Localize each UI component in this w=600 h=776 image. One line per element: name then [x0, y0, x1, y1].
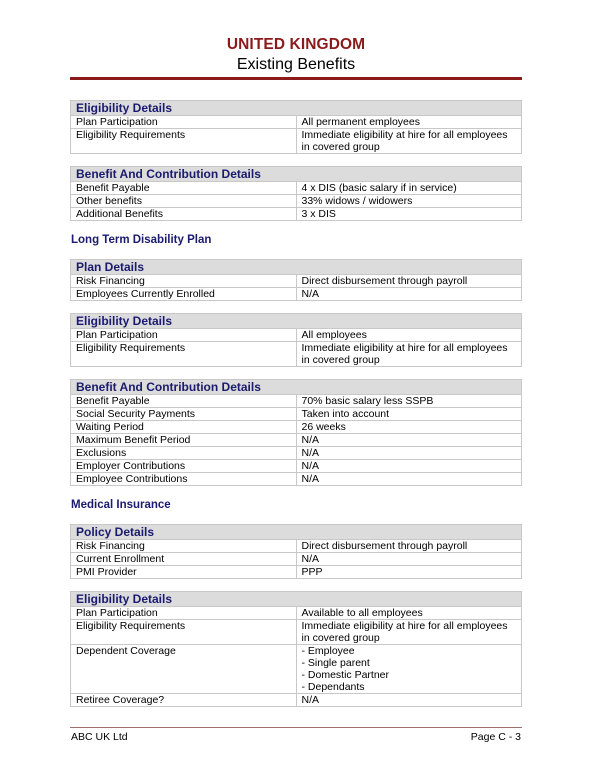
table-row [71, 275, 522, 288]
row-label: Employer Contributions [71, 460, 297, 473]
row-label: Retiree Coverage? [71, 694, 297, 707]
row-value: Immediate eligibility at hire for all employees in covered group [296, 620, 522, 645]
table-title: Benefit And Contribution Details [71, 380, 522, 395]
table-title: Eligibility Details [71, 314, 522, 329]
row-value: Immediate eligibility at hire for all employees in covered group [296, 342, 522, 367]
table-row [71, 129, 522, 154]
row-label: Benefit Payable [71, 395, 297, 408]
table-row [71, 408, 522, 421]
row-label: Employees Currently Enrolled [71, 288, 297, 301]
row-value: N/A [296, 694, 522, 707]
footer-page-number: Page C - 3 [470, 731, 521, 743]
list-item: - Domestic Partner [301, 669, 390, 681]
row-label: Dependent Coverage [71, 645, 297, 694]
table-row [71, 607, 522, 620]
row-label: Social Security Payments [71, 408, 297, 421]
row-label: Risk Financing [71, 275, 297, 288]
row-value-list [296, 645, 522, 694]
row-value: Immediate eligibility at hire for all employees in covered group [296, 129, 522, 154]
row-value: N/A [296, 473, 522, 486]
row-label: Eligibility Requirements [71, 342, 297, 367]
row-value: N/A [296, 460, 522, 473]
life-eligibility-table [70, 100, 522, 154]
table-row [71, 566, 522, 579]
ltd-plan-table [70, 259, 522, 301]
ltd-eligibility-table [70, 313, 522, 367]
table-row [71, 620, 522, 645]
row-label: Additional Benefits [71, 208, 297, 221]
table-row [71, 473, 522, 486]
row-value: All employees [296, 329, 522, 342]
table-row [71, 460, 522, 473]
table-row [71, 342, 522, 367]
row-label: Current Enrollment [71, 553, 297, 566]
table-row [71, 447, 522, 460]
list-item: - Employee [301, 645, 355, 657]
row-value: 4 x DIS (basic salary if in service) [296, 182, 522, 195]
row-label: Plan Participation [71, 116, 297, 129]
page-header [70, 0, 522, 75]
row-value: 33% widows / widowers [296, 195, 522, 208]
table-row [71, 694, 522, 707]
page-subtitle: Existing Benefits [236, 56, 356, 73]
medical-eligibility-table [70, 591, 522, 707]
table-row [71, 434, 522, 447]
row-label: PMI Provider [71, 566, 297, 579]
row-value: Direct disbursement through payroll [296, 275, 522, 288]
row-label: Risk Financing [71, 540, 297, 553]
row-label: Plan Participation [71, 329, 297, 342]
table-row [71, 116, 522, 129]
row-label: Other benefits [71, 195, 297, 208]
footer-company: ABC UK Ltd [71, 731, 128, 743]
row-value: All permanent employees [296, 116, 522, 129]
row-value: PPP [296, 566, 522, 579]
page-content [70, 100, 522, 707]
row-value: N/A [296, 434, 522, 447]
row-value: N/A [296, 288, 522, 301]
row-value: N/A [296, 447, 522, 460]
row-label: Plan Participation [71, 607, 297, 620]
table-row [71, 395, 522, 408]
ltd-benefits-table [70, 379, 522, 486]
life-benefits-table [70, 166, 522, 221]
table-row [71, 553, 522, 566]
row-value: Available to all employees [296, 607, 522, 620]
table-row [71, 645, 522, 694]
table-title: Eligibility Details [71, 592, 522, 607]
document-page [70, 0, 522, 706]
table-title: Policy Details [71, 525, 522, 540]
table-row [71, 288, 522, 301]
row-label: Exclusions [71, 447, 297, 460]
header-divider [70, 77, 522, 80]
table-title: Eligibility Details [71, 101, 522, 116]
row-value: Direct disbursement through payroll [296, 540, 522, 553]
row-value: 70% basic salary less SSPB [296, 395, 522, 408]
list-item: - Dependants [301, 681, 365, 693]
row-value: N/A [296, 553, 522, 566]
table-row [71, 421, 522, 434]
row-value: 26 weeks [296, 421, 522, 434]
row-label: Waiting Period [71, 421, 297, 434]
row-value: 3 x DIS [296, 208, 522, 221]
table-row [71, 540, 522, 553]
section-heading-ltd: Long Term Disability Plan [71, 234, 212, 246]
row-label: Maximum Benefit Period [71, 434, 297, 447]
table-row [71, 208, 522, 221]
list-item: - Single parent [301, 657, 370, 669]
row-label: Benefit Payable [71, 182, 297, 195]
table-title: Benefit And Contribution Details [71, 167, 522, 182]
row-label: Eligibility Requirements [71, 129, 297, 154]
row-label: Employee Contributions [71, 473, 297, 486]
table-title: Plan Details [71, 260, 522, 275]
footer-divider [70, 727, 522, 728]
section-heading-medical: Medical Insurance [71, 499, 171, 511]
country-title: UNITED KINGDOM [226, 36, 366, 53]
medical-policy-table [70, 524, 522, 579]
row-label: Eligibility Requirements [71, 620, 297, 645]
row-value: Taken into account [296, 408, 522, 421]
table-row [71, 182, 522, 195]
table-row [71, 195, 522, 208]
table-row [71, 329, 522, 342]
